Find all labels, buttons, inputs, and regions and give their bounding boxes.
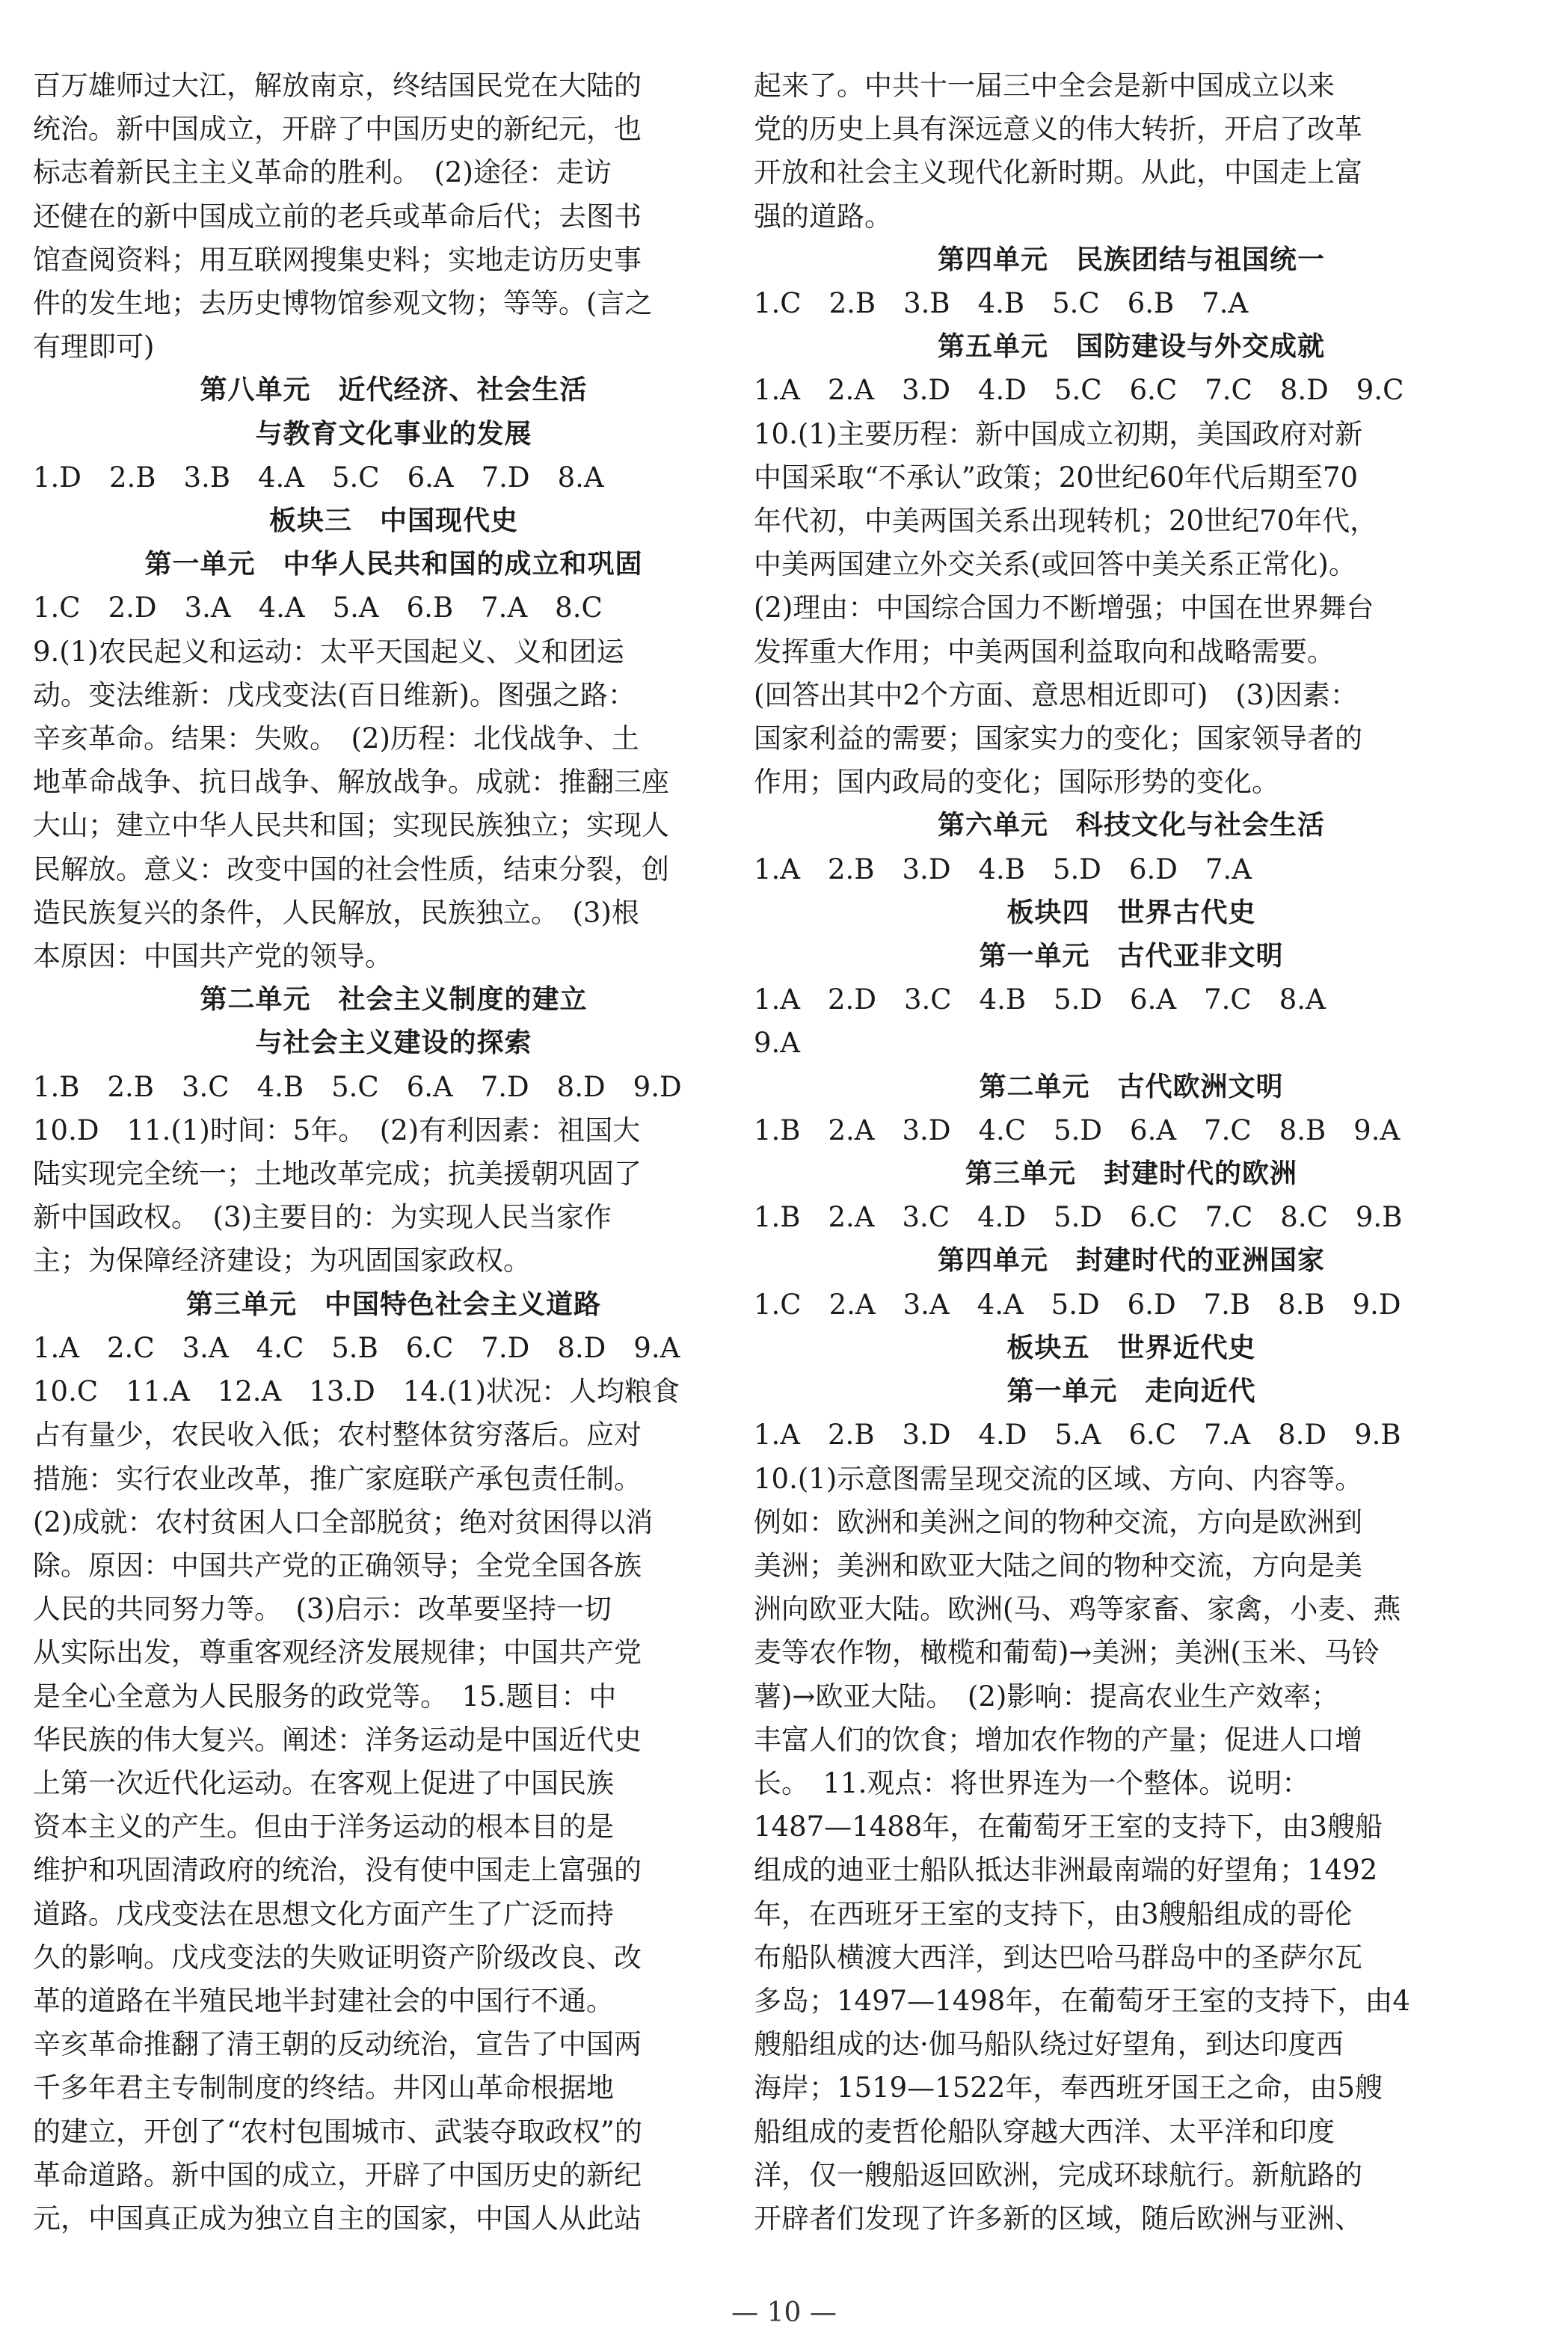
text-line: 开辟者们发现了许多新的区域，随后欧洲与亚洲、 — [754, 2202, 1362, 2235]
section-heading: 第三单元 封建时代的欧洲 — [965, 1158, 1297, 1190]
section-heading: 第八单元 近代经济、社会生活 — [200, 375, 588, 406]
text-line: 从实际出发，尊重客观经济发展规律；中国共产党 — [33, 1636, 642, 1669]
text-line: 洋，仅一艘船返回欧洲，完成环球航行。新航路的 — [754, 2158, 1362, 2191]
text-line: 9.A — [754, 1027, 801, 1060]
text-line: 百万雄师过大江，解放南京，终结国民党在大陆的 — [33, 70, 642, 102]
text-line: 维护和巩固清政府的统治，没有使中国走上富强的 — [33, 1854, 642, 1887]
text-line: 1.B 2.B 3.C 4.B 5.C 6.A 7.D 8.D 9.D — [33, 1070, 682, 1103]
text-line: 上第一次近代化运动。在客观上促进了中国民族 — [33, 1766, 614, 1799]
text-line: 1.A 2.C 3.A 4.C 5.B 6.C 7.D 8.D 9.A — [33, 1331, 680, 1364]
text-line: 千多年君主专制制度的终结。井冈山革命根据地 — [33, 2072, 614, 2104]
text-line: 本原因：中国共产党的领导。 — [33, 940, 393, 973]
section-heading: 第四单元 民族团结与祖国统一 — [937, 244, 1325, 275]
text-line: (2)成就：农村贫困人口全部脱贫；绝对贫困得以消 — [33, 1505, 654, 1538]
text-line: 除。原因：中国共产党的正确领导；全党全国各族 — [33, 1549, 642, 1582]
page-number: — 10 — — [731, 2297, 837, 2328]
text-line: 1487—1488年，在葡萄牙王室的支持下，由3艘船 — [754, 1811, 1383, 1843]
text-line: 10.C 11.A 12.A 13.D 14.(1)状况：人均粮食 — [33, 1375, 680, 1408]
text-line: 党的历史上具有深远意义的伟大转折，开启了改革 — [754, 113, 1362, 146]
text-line: 久的影响。戊戌变法的失败证明资产阶级改良、改 — [33, 1941, 642, 1974]
section-heading: 第六单元 科技文化与社会生活 — [937, 810, 1325, 841]
text-line: 革命道路。新中国的成立，开辟了中国历史的新纪 — [33, 2158, 642, 2191]
left-column — [33, 64, 754, 2241]
text-line: 开放和社会主义现代化新时期。从此，中国走上富 — [754, 156, 1362, 189]
text-line: 年，在西班牙王室的支持下，由3艘船组成的哥伦 — [754, 1897, 1353, 1930]
section-heading: 第四单元 封建时代的亚洲国家 — [937, 1245, 1325, 1277]
text-line: 统治。新中国成立，开辟了中国历史的新纪元，也 — [33, 113, 642, 146]
text-line: 起来了。中共十一届三中全会是新中国成立以来 — [754, 70, 1335, 102]
text-line: (回答出其中2个方面、意思相近即可) (3)因素： — [754, 678, 1358, 711]
text-line: 道路。戊戌变法在思想文化方面产生了广泛而持 — [33, 1897, 614, 1930]
text-line: 1.B 2.A 3.C 4.D 5.D 6.C 7.C 8.C 9.B — [754, 1201, 1403, 1234]
text-line: 布船队横渡大西洋，到达巴哈马群岛中的圣萨尔瓦 — [754, 1941, 1362, 1974]
section-heading: 板块三 中国现代史 — [268, 506, 518, 537]
section-heading: 第一单元 走向近代 — [1006, 1376, 1256, 1407]
section-heading: 与社会主义建设的探索 — [255, 1028, 532, 1059]
text-line: 动。变法维新：戊戌变法(百日维新)。图强之路： — [33, 678, 636, 711]
section-heading: 第三单元 中国特色社会主义道路 — [185, 1289, 601, 1320]
text-line: 10.(1)主要历程：新中国成立初期，美国政府对新 — [754, 417, 1363, 450]
text-line: 作用；国内政局的变化；国际形势的变化。 — [754, 766, 1279, 799]
text-line: 强的道路。 — [754, 200, 892, 233]
section-heading: 板块四 世界古代史 — [1006, 897, 1256, 928]
text-line: 年代初，中美两国关系出现转机；20世纪70年代， — [754, 505, 1378, 538]
text-line: 辛亥革命。结果：失败。 (2)历程：北伐战争、土 — [33, 722, 639, 755]
text-line: 中国采取“不承认”政策；20世纪60年代后期至70 — [754, 461, 1359, 494]
text-line: 主；为保障经济建设；为巩固国家政权。 — [33, 1244, 531, 1277]
text-line: 1.A 2.B 3.D 4.B 5.D 6.D 7.A — [754, 853, 1252, 885]
text-line: 发挥重大作用；中美两国利益取向和战略需要。 — [754, 635, 1335, 668]
text-line: 标志着新民主主义革命的胜利。 (2)途径：走访 — [33, 156, 612, 189]
text-line: 件的发生地；去历史博物馆参观文物；等等。(言之 — [33, 287, 653, 320]
text-line: 革的道路在半殖民地半封建社会的中国行不通。 — [33, 1984, 614, 2017]
text-line: 地革命战争、抗日战争、解放战争。成就：推翻三座 — [33, 766, 669, 799]
text-line: 辛亥革命推翻了清王朝的反动统治，宣告了中国两 — [33, 2028, 642, 2061]
text-line: 资本主义的产生。但由于洋务运动的根本目的是 — [33, 1811, 614, 1843]
text-line: 民解放。意义：改变中国的社会性质，结束分裂，创 — [33, 853, 669, 885]
section-heading: 第一单元 古代亚非文明 — [979, 941, 1284, 972]
text-line: 10.(1)示意图需呈现交流的区域、方向、内容等。 — [754, 1462, 1363, 1495]
section-heading: 板块五 世界近代史 — [1006, 1332, 1256, 1363]
text-line: 多岛；1497—1498年，在葡萄牙王室的支持下，由4 — [754, 1984, 1410, 2017]
section-heading: 第五单元 国防建设与外交成就 — [937, 331, 1325, 363]
text-line: 洲向欧亚大陆。欧洲(马、鸡等家畜、家禽，小麦、燕 — [754, 1593, 1401, 1626]
text-line: 元，中国真正成为独立自主的国家，中国人从此站 — [33, 2202, 642, 2235]
text-line: 人民的共同努力等。 (3)启示：改革要坚持一切 — [33, 1593, 612, 1626]
text-line: 国家利益的需要；国家实力的变化；国家领导者的 — [754, 722, 1362, 755]
text-line: 美洲；美洲和欧亚大陆之间的物种交流，方向是美 — [754, 1549, 1362, 1582]
text-line: 组成的迪亚士船队抵达非洲最南端的好望角；1492 — [754, 1854, 1378, 1887]
text-line: 是全心全意为人民服务的政党等。 15.题目：中 — [33, 1680, 617, 1713]
right-column — [754, 64, 1509, 2241]
text-line: 10.D 11.(1)时间：5年。 (2)有利因素：祖国大 — [33, 1114, 641, 1146]
text-line: 长。 11.观点：将世界连为一个整体。说明： — [754, 1766, 1310, 1799]
text-line: 船组成的麦哲伦船队穿越大西洋、太平洋和印度 — [754, 2115, 1335, 2148]
text-line: 1.C 2.B 3.B 4.B 5.C 6.B 7.A — [754, 287, 1249, 320]
section-heading: 与教育文化事业的发展 — [255, 418, 532, 449]
text-line: 丰富人们的饮食；增加农作物的产量；促进人口增 — [754, 1723, 1362, 1756]
text-line: 1.C 2.D 3.A 4.A 5.A 6.B 7.A 8.C — [33, 592, 603, 624]
text-line: (2)理由：中国综合国力不断增强；中国在世界舞台 — [754, 592, 1374, 624]
text-line: 还健在的新中国成立前的老兵或革命后代；去图书 — [33, 200, 642, 233]
text-line: 1.A 2.A 3.D 4.D 5.C 6.C 7.C 8.D 9.C — [754, 374, 1404, 407]
text-line: 大山；建立中华人民共和国；实现民族独立；实现人 — [33, 809, 669, 842]
text-line: 新中国政权。 (3)主要目的：为实现人民当家作 — [33, 1201, 612, 1234]
text-line: 例如：欧洲和美洲之间的物种交流，方向是欧洲到 — [754, 1505, 1362, 1538]
text-line: 海岸；1519—1522年，奉西班牙国王之命，由5艘 — [754, 2072, 1383, 2104]
text-line: 馆查阅资料；用互联网搜集史料；实地走访历史事 — [33, 243, 642, 276]
section-heading: 第二单元 古代欧洲文明 — [979, 1071, 1284, 1102]
text-line: 1.C 2.A 3.A 4.A 5.D 6.D 7.B 8.B 9.D — [754, 1288, 1401, 1321]
text-line: 1.D 2.B 3.B 4.A 5.C 6.A 7.D 8.A — [33, 461, 604, 494]
text-line: 1.A 2.D 3.C 4.B 5.D 6.A 7.C 8.A — [754, 983, 1326, 1016]
text-line: 措施：实行农业改革，推广家庭联产承包责任制。 — [33, 1462, 642, 1495]
text-line: 占有量少，农民收入低；农村整体贫穷落后。应对 — [33, 1419, 642, 1452]
text-line: 艘船组成的达·伽马船队绕过好望角，到达印度西 — [754, 2028, 1344, 2061]
text-line: 中美两国建立外交关系(或回答中美关系正常化)。 — [754, 548, 1356, 581]
text-line: 1.B 2.A 3.D 4.C 5.D 6.A 7.C 8.B 9.A — [754, 1114, 1401, 1146]
text-line: 薯)→欧亚大陆。 (2)影响：提高农业生产效率； — [754, 1680, 1339, 1713]
section-heading: 第二单元 社会主义制度的建立 — [200, 984, 588, 1016]
text-line: 有理即可) — [33, 331, 155, 363]
text-line: 9.(1)农民起义和运动：太平天国起义、义和团运 — [33, 635, 624, 668]
section-heading: 第一单元 中华人民共和国的成立和巩固 — [144, 549, 643, 580]
text-line: 华民族的伟大复兴。阐述：洋务运动是中国近代史 — [33, 1723, 642, 1756]
text-line: 麦等农作物，橄榄和葡萄)→美洲；美洲(玉米、马铃 — [754, 1636, 1380, 1669]
text-line: 陆实现完全统一；土地改革完成；抗美援朝巩固了 — [33, 1158, 642, 1191]
text-line: 的建立，开创了“农村包围城市、武装夺取政权”的 — [33, 2115, 642, 2148]
text-line: 造民族复兴的条件，人民解放，民族独立。 (3)根 — [33, 896, 639, 929]
text-line: 1.A 2.B 3.D 4.D 5.A 6.C 7.A 8.D 9.B — [754, 1419, 1401, 1452]
